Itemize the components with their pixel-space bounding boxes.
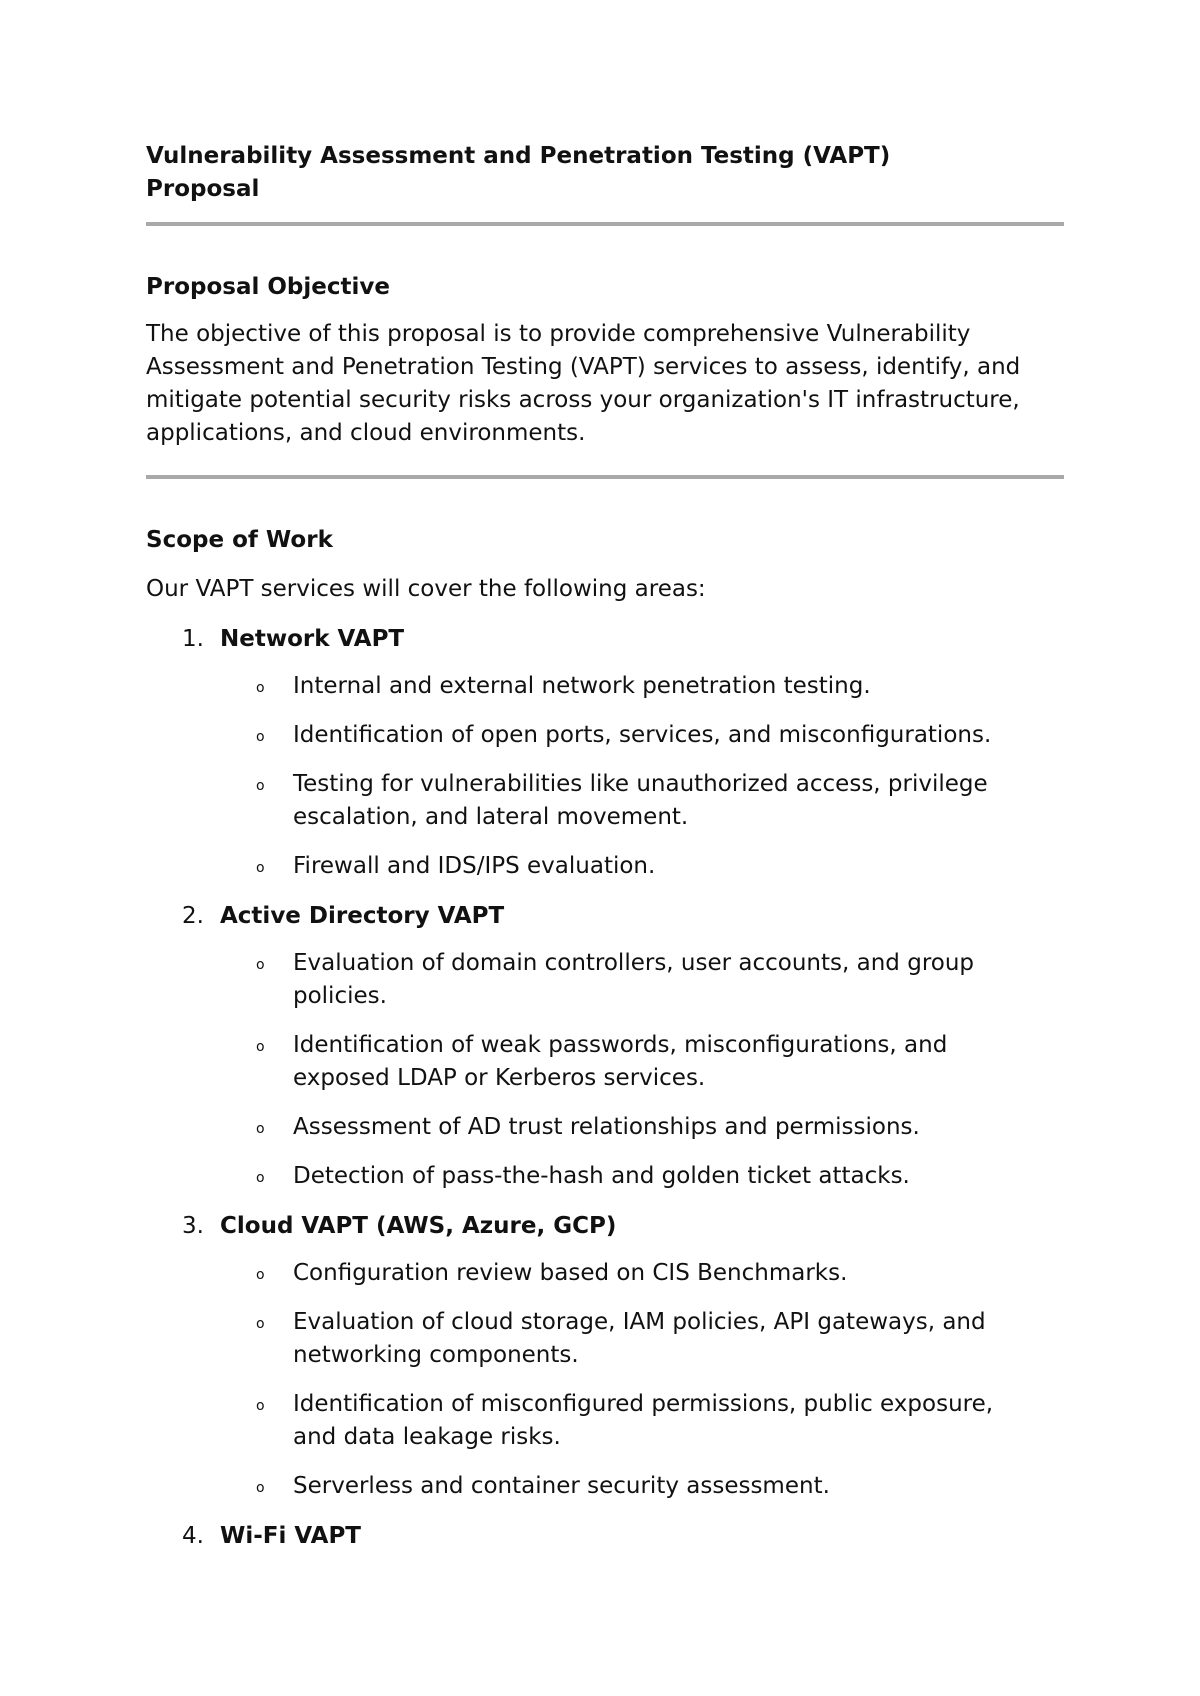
list-item [146,1029,1013,1095]
list-item [146,719,1013,752]
divider [146,222,1064,226]
list-item [146,1388,1013,1454]
bullet-icon: o [256,1316,265,1332]
list-item [146,1306,1013,1372]
list-item-text: Evaluation of cloud storage, IAM policies, API gateways, and networking components. [293,1309,986,1368]
list-item [146,850,1013,883]
bullet-icon: o [256,1267,265,1283]
bullet-icon: o [256,957,265,973]
area-heading [146,624,1066,654]
list-item [146,1111,1013,1144]
list-item [146,670,1013,703]
area-title: Cloud VAPT (AWS, Azure, GCP) [220,1213,617,1239]
list-item-text: Identification of misconfigured permissions, public exposure, and data leakage risks. [293,1391,994,1450]
area-title: Active Directory VAPT [220,903,505,929]
document-page [146,140,1066,1551]
bullet-icon: o [256,1480,265,1496]
area-heading [146,1211,1066,1241]
divider [146,475,1064,479]
scope-heading: Scope of Work [146,527,333,553]
list-item [146,947,1013,1013]
bullet-icon: o [256,1121,265,1137]
area-number: 4. [182,1523,204,1549]
area-bullets [146,670,1066,883]
area-number: 2. [182,903,204,929]
area-bullets [146,1257,1066,1503]
document-title: Vulnerability Assessment and Penetration Testing (VAPT) Proposal [146,143,891,202]
list-item-text: Detection of pass-the-hash and golden ticket attacks. [293,1163,910,1189]
area-number: 3. [182,1213,204,1239]
area-number: 1. [182,626,204,652]
area-bullets [146,947,1066,1193]
bullet-icon: o [256,1398,265,1414]
objective-heading: Proposal Objective [146,274,390,300]
objective-text: The objective of this proposal is to provide comprehensive Vulnerability Assessment and Penetration Testing (VAPT) services to assess, identify, and mitigate potential security risks across your organization's IT infrastructure, applications, and cloud environments. [146,321,1021,446]
list-item-text: Evaluation of domain controllers, user accounts, and group policies. [293,950,975,1009]
scope-intro: Our VAPT services will cover the following areas: [146,576,706,602]
list-item-text: Identification of open ports, services, and misconfigurations. [293,722,992,748]
area-heading [146,901,1066,931]
bullet-icon: o [256,778,265,794]
scope-area-network [146,624,1066,883]
area-title: Wi-Fi VAPT [220,1523,361,1549]
list-item-text: Testing for vulnerabilities like unauthorized access, privilege escalation, and lateral movement. [293,771,988,830]
list-item [146,768,1013,834]
scope-areas-list [146,624,1066,1551]
list-item-text: Internal and external network penetration testing. [293,673,871,699]
area-title: Network VAPT [220,626,405,652]
list-item-text: Identification of weak passwords, misconfigurations, and exposed LDAP or Kerberos services. [293,1032,948,1091]
list-item [146,1160,1013,1193]
list-item-text: Configuration review based on CIS Benchmarks. [293,1260,848,1286]
area-heading [146,1521,1066,1551]
list-item-text: Assessment of AD trust relationships and permissions. [293,1114,920,1140]
bullet-icon: o [256,729,265,745]
bullet-icon: o [256,680,265,696]
scope-area-cloud [146,1211,1066,1503]
list-item [146,1470,1013,1503]
bullet-icon: o [256,860,265,876]
bullet-icon: o [256,1170,265,1186]
list-item-text: Firewall and IDS/IPS evaluation. [293,853,656,879]
scope-area-wifi [146,1521,1066,1551]
list-item [146,1257,1013,1290]
bullet-icon: o [256,1039,265,1055]
list-item-text: Serverless and container security assessment. [293,1473,830,1499]
scope-area-active-directory [146,901,1066,1193]
